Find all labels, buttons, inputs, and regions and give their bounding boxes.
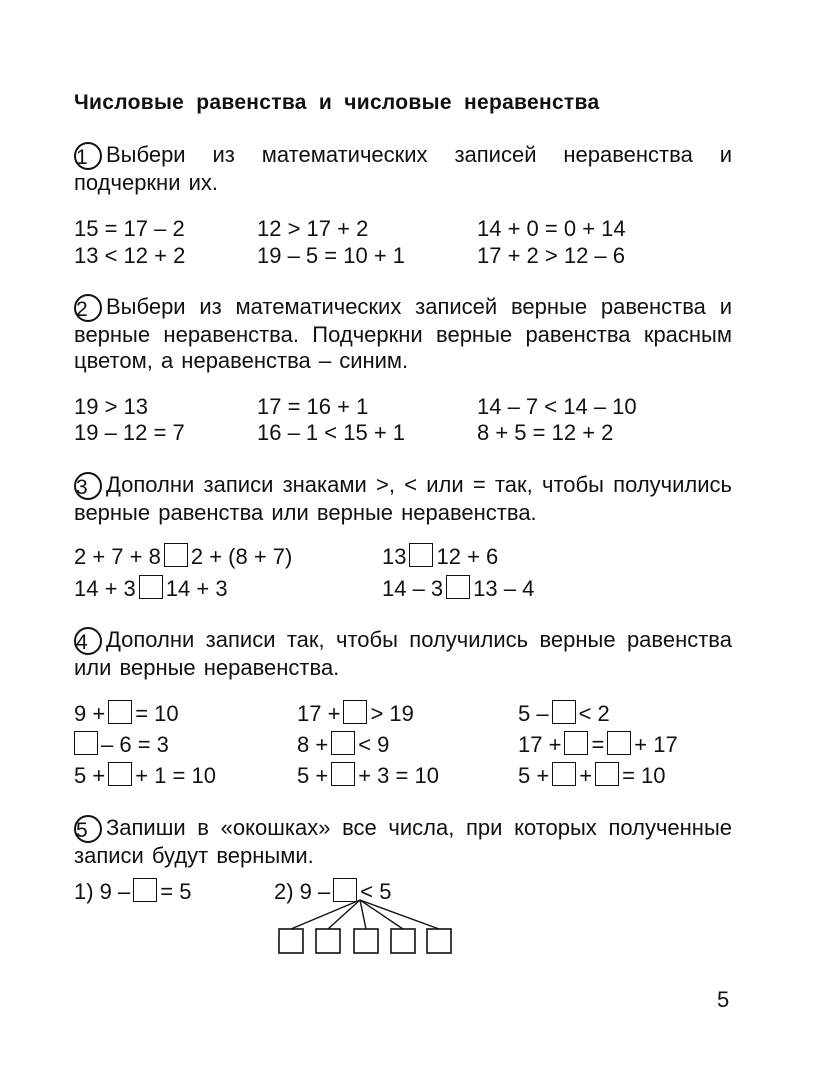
expression: 14 + 0 = 0 + 14 xyxy=(477,216,626,241)
left-expression: 14 – 3 xyxy=(382,576,444,601)
task-number-2: 2 xyxy=(74,294,102,322)
expression: 19 – 5 = 10 + 1 xyxy=(257,243,406,268)
expression-part: = 5 xyxy=(160,879,192,904)
answer-box[interactable] xyxy=(354,929,378,953)
expression-part: 9 + xyxy=(74,701,106,726)
right-expression: 2 + (8 + 7) xyxy=(190,544,293,569)
expression-part: 5 + xyxy=(297,763,329,788)
expression: 16 – 1 < 15 + 1 xyxy=(257,420,406,445)
expression-part: + xyxy=(579,763,593,788)
expression-part: 2) 9 – xyxy=(274,879,331,904)
left-expression: 2 + 7 + 8 xyxy=(74,544,161,569)
right-expression: 12 + 6 xyxy=(436,544,499,569)
expression-part: + 3 = 10 xyxy=(358,763,439,788)
expression-part: + 17 xyxy=(634,732,678,757)
task-4-text: Дополни записи так, чтобы получились верные равенства или верные неравенства. xyxy=(74,627,732,680)
expression: 12 > 17 + 2 xyxy=(257,216,369,241)
expression-part: = 10 xyxy=(622,763,666,788)
connector-line xyxy=(360,900,403,929)
expression: 17 = 16 + 1 xyxy=(257,394,369,419)
expression-part: < 9 xyxy=(358,732,390,757)
connector-line xyxy=(360,900,439,929)
task-5-text: Запиши в «окошках» все числа, при которых полученные записи будут верными. xyxy=(74,815,732,868)
page-number: 5 xyxy=(717,987,730,1012)
left-expression: 13 xyxy=(382,544,407,569)
expression-part: 5 + xyxy=(518,763,550,788)
expression-part: = 10 xyxy=(135,701,179,726)
connector-line xyxy=(328,900,360,929)
expression-part: 5 + xyxy=(74,763,106,788)
expression-part: < 2 xyxy=(578,701,610,726)
answer-box[interactable] xyxy=(391,929,415,953)
connector-line xyxy=(291,900,360,929)
expression-part: – 6 = 3 xyxy=(101,732,169,757)
expression-part: > 19 xyxy=(370,701,414,726)
task-number-4: 4 xyxy=(74,627,102,655)
answer-box[interactable] xyxy=(427,929,451,953)
right-expression: 13 – 4 xyxy=(473,576,535,601)
task-number-3: 3 xyxy=(74,472,102,500)
answer-box[interactable] xyxy=(279,929,303,953)
expression: 19 – 12 = 7 xyxy=(74,420,185,445)
expression-part: = xyxy=(591,732,605,757)
expression-part: 17 + xyxy=(518,732,562,757)
expression: 19 > 13 xyxy=(74,394,149,419)
expression-part: 1) 9 – xyxy=(74,879,131,904)
left-expression: 14 + 3 xyxy=(74,576,136,601)
expression: 8 + 5 = 12 + 2 xyxy=(477,420,614,445)
task-number-5: 5 xyxy=(74,815,102,843)
task-1-text: Выбери из математических записей неравенства и подчеркни их. xyxy=(74,142,732,195)
page-title: Числовые равенства и числовые неравенства xyxy=(74,91,600,114)
expression-part: < 5 xyxy=(360,879,392,904)
task-3-text: Дополни записи знаками >, < или = так, чтобы получились верные равенства или верные неравенства. xyxy=(74,472,732,525)
answer-box[interactable] xyxy=(316,929,340,953)
expression: 15 = 17 – 2 xyxy=(74,216,185,241)
expression: 17 + 2 > 12 – 6 xyxy=(477,243,626,268)
expression: 14 – 7 < 14 – 10 xyxy=(477,394,637,419)
right-expression: 14 + 3 xyxy=(165,576,228,601)
expression-part: 5 – xyxy=(518,701,549,726)
expression-part: 17 + xyxy=(297,701,341,726)
expression: 13 < 12 + 2 xyxy=(74,243,186,268)
task-number-1: 1 xyxy=(74,142,102,170)
expression-part: + 1 = 10 xyxy=(135,763,216,788)
task-2-text: Выбери из математических записей верные равенства и верные неравенства. Подчеркни верные равенства красным цветом, а неравенства – синим. xyxy=(74,294,732,373)
expression-part: 8 + xyxy=(297,732,329,757)
connector-line xyxy=(360,900,366,929)
